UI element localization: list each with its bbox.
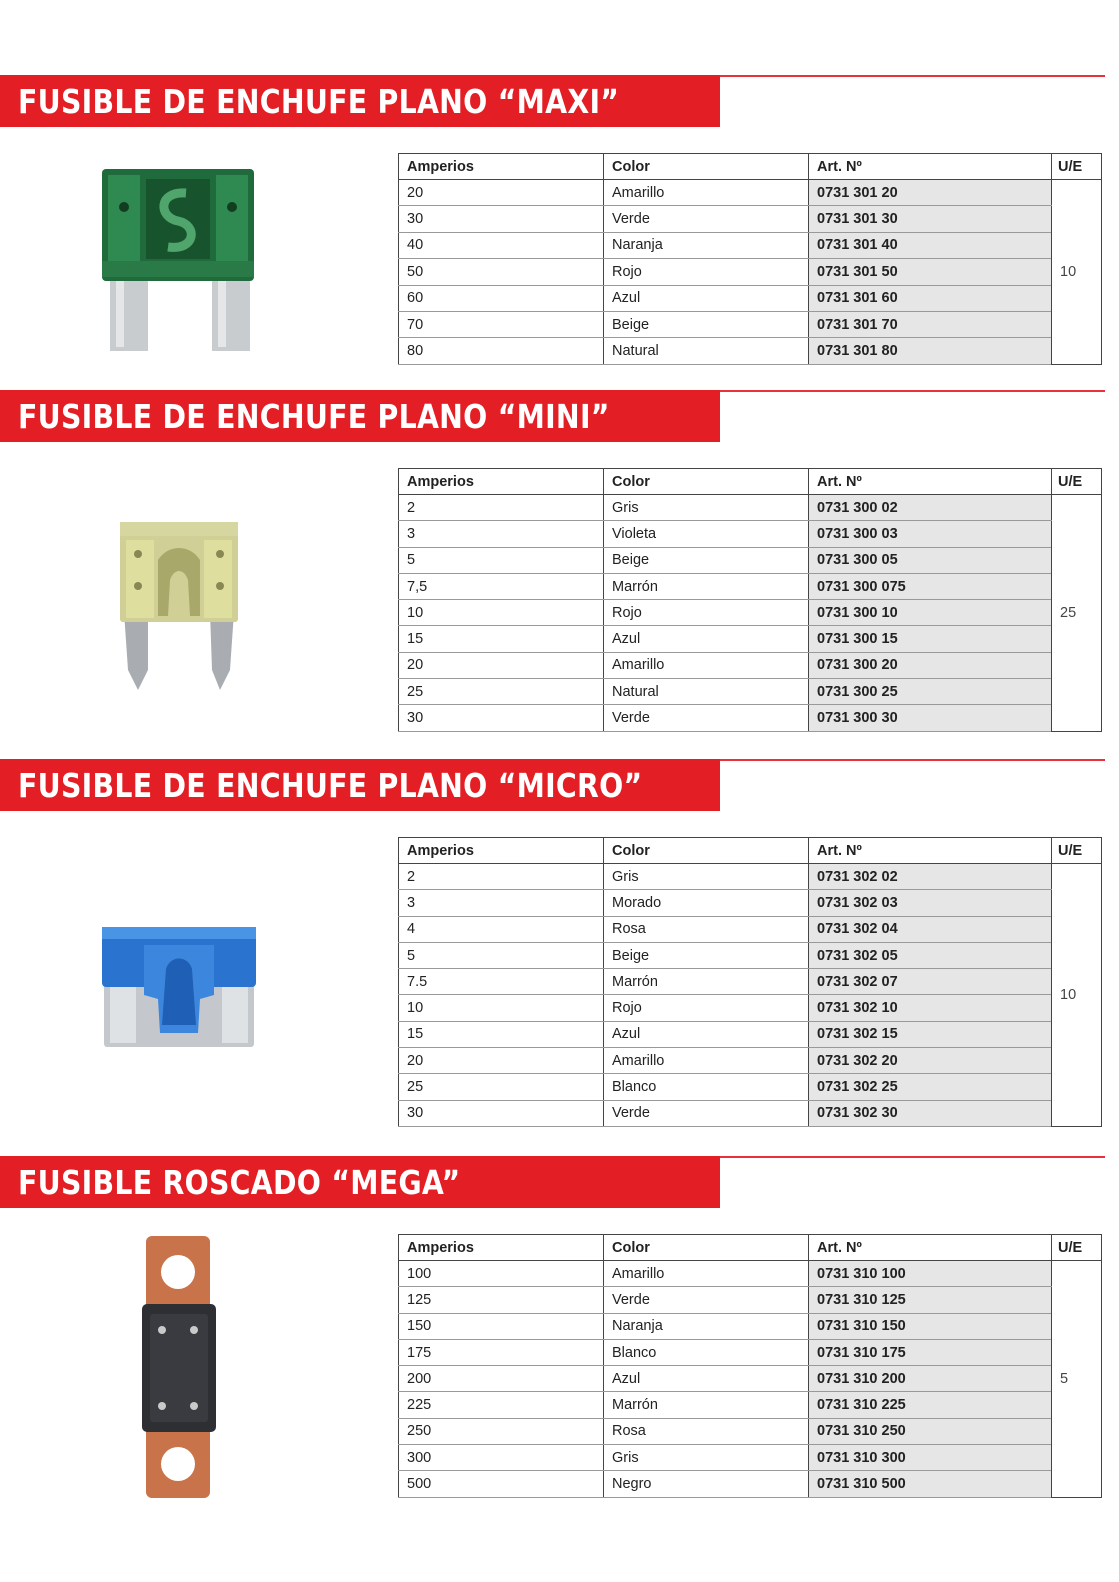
table-row [399, 1074, 1102, 1100]
color-cell: Violeta [604, 521, 809, 547]
color-cell: Amarillo [604, 180, 809, 206]
table-row [399, 311, 1102, 337]
art-number-cell: 0731 301 60 [809, 285, 1052, 311]
art-number-cell: 0731 300 03 [809, 521, 1052, 547]
color-cell: Verde [604, 206, 809, 232]
col-art: Art. Nº [809, 154, 1052, 180]
color-cell: Rosa [604, 1418, 809, 1444]
table-row [399, 679, 1102, 705]
color-cell: Verde [604, 705, 809, 731]
col-amperios: Amperios [399, 154, 604, 180]
art-number-cell: 0731 302 30 [809, 1100, 1052, 1126]
col-art: Art. Nº [809, 838, 1052, 864]
section-banner [0, 390, 720, 442]
art-number-cell: 0731 300 30 [809, 705, 1052, 731]
section-title: FUSIBLE DE ENCHUFE PLANO “MINI” [18, 397, 610, 436]
col-color: Color [604, 838, 809, 864]
col-amperios: Amperios [399, 838, 604, 864]
table-row [399, 1261, 1102, 1287]
art-number-cell: 0731 300 25 [809, 679, 1052, 705]
amperios-cell: 15 [399, 626, 604, 652]
art-number-cell: 0731 302 02 [809, 864, 1052, 890]
mini-table [398, 468, 1102, 732]
color-cell: Natural [604, 679, 809, 705]
amperios-cell: 5 [399, 547, 604, 573]
art-number-cell: 0731 302 15 [809, 1021, 1052, 1047]
color-cell: Beige [604, 942, 809, 968]
art-number-cell: 0731 302 07 [809, 969, 1052, 995]
amperios-cell: 7,5 [399, 573, 604, 599]
art-number-cell: 0731 310 150 [809, 1313, 1052, 1339]
table-row [399, 1339, 1102, 1365]
col-ue: U/E [1052, 1235, 1102, 1261]
header-rule [720, 759, 1105, 761]
mega-table [398, 1234, 1102, 1498]
maxi-table [398, 153, 1102, 365]
amperios-cell: 20 [399, 652, 604, 678]
art-number-cell: 0731 310 200 [809, 1366, 1052, 1392]
color-cell: Gris [604, 495, 809, 521]
table-row [399, 652, 1102, 678]
table-row [399, 180, 1102, 206]
art-number-cell: 0731 300 15 [809, 626, 1052, 652]
amperios-cell: 50 [399, 259, 604, 285]
amperios-cell: 80 [399, 338, 604, 364]
art-number-cell: 0731 301 20 [809, 180, 1052, 206]
amperios-cell: 10 [399, 600, 604, 626]
color-cell: Beige [604, 547, 809, 573]
amperios-cell: 30 [399, 705, 604, 731]
amperios-cell: 2 [399, 864, 604, 890]
amperios-cell: 175 [399, 1339, 604, 1365]
color-cell: Rojo [604, 600, 809, 626]
color-cell: Negro [604, 1471, 809, 1497]
table-row [399, 1287, 1102, 1313]
color-cell: Azul [604, 285, 809, 311]
table-row [399, 600, 1102, 626]
col-color: Color [604, 1235, 809, 1261]
art-number-cell: 0731 302 05 [809, 942, 1052, 968]
amperios-cell: 100 [399, 1261, 604, 1287]
table-row [399, 1048, 1102, 1074]
amperios-cell: 7.5 [399, 969, 604, 995]
art-number-cell: 0731 310 100 [809, 1261, 1052, 1287]
amperios-cell: 25 [399, 679, 604, 705]
art-number-cell: 0731 302 03 [809, 890, 1052, 916]
color-cell: Natural [604, 338, 809, 364]
ue-cell: 10 [1052, 864, 1102, 1127]
amperios-cell: 15 [399, 1021, 604, 1047]
table-row [399, 1313, 1102, 1339]
col-ue: U/E [1052, 838, 1102, 864]
art-number-cell: 0731 301 70 [809, 311, 1052, 337]
art-number-cell: 0731 310 175 [809, 1339, 1052, 1365]
art-number-cell: 0731 300 05 [809, 547, 1052, 573]
table-row [399, 705, 1102, 731]
col-art: Art. Nº [809, 1235, 1052, 1261]
amperios-cell: 20 [399, 1048, 604, 1074]
mega-fuse-image [140, 1234, 218, 1500]
amperios-cell: 125 [399, 1287, 604, 1313]
amperios-cell: 70 [399, 311, 604, 337]
amperios-cell: 4 [399, 916, 604, 942]
table-row [399, 338, 1102, 364]
table-row [399, 1392, 1102, 1418]
art-number-cell: 0731 302 20 [809, 1048, 1052, 1074]
table-row [399, 969, 1102, 995]
ue-cell: 25 [1052, 495, 1102, 732]
color-cell: Blanco [604, 1074, 809, 1100]
color-cell: Azul [604, 1021, 809, 1047]
art-number-cell: 0731 302 04 [809, 916, 1052, 942]
color-cell: Beige [604, 311, 809, 337]
table-row [399, 1366, 1102, 1392]
amperios-cell: 25 [399, 1074, 604, 1100]
table-row [399, 890, 1102, 916]
ue-cell: 10 [1052, 180, 1102, 365]
table-row [399, 1471, 1102, 1497]
section-title: FUSIBLE DE ENCHUFE PLANO “MICRO” [18, 766, 643, 805]
table-row [399, 206, 1102, 232]
art-number-cell: 0731 300 02 [809, 495, 1052, 521]
color-cell: Naranja [604, 1313, 809, 1339]
amperios-cell: 10 [399, 995, 604, 1021]
art-number-cell: 0731 300 075 [809, 573, 1052, 599]
color-cell: Marrón [604, 573, 809, 599]
color-cell: Rojo [604, 995, 809, 1021]
table-row [399, 942, 1102, 968]
color-cell: Blanco [604, 1339, 809, 1365]
header-rule [720, 1156, 1105, 1158]
header-rule [720, 390, 1105, 392]
amperios-cell: 3 [399, 890, 604, 916]
art-number-cell: 0731 301 30 [809, 206, 1052, 232]
color-cell: Azul [604, 1366, 809, 1392]
mini-fuse-image [118, 520, 240, 695]
table-row [399, 547, 1102, 573]
color-cell: Azul [604, 626, 809, 652]
color-cell: Marrón [604, 969, 809, 995]
section-title: FUSIBLE DE ENCHUFE PLANO “MAXI” [18, 82, 620, 121]
ue-cell: 5 [1052, 1261, 1102, 1498]
table-row [399, 495, 1102, 521]
amperios-cell: 3 [399, 521, 604, 547]
micro-table [398, 837, 1102, 1127]
art-number-cell: 0731 310 225 [809, 1392, 1052, 1418]
color-cell: Verde [604, 1100, 809, 1126]
table-row [399, 1100, 1102, 1126]
art-number-cell: 0731 310 250 [809, 1418, 1052, 1444]
table-row [399, 259, 1102, 285]
col-ue: U/E [1052, 154, 1102, 180]
color-cell: Gris [604, 1445, 809, 1471]
color-cell: Gris [604, 864, 809, 890]
col-ue: U/E [1052, 469, 1102, 495]
table-row [399, 232, 1102, 258]
color-cell: Marrón [604, 1392, 809, 1418]
art-number-cell: 0731 302 10 [809, 995, 1052, 1021]
table-row [399, 995, 1102, 1021]
table-row [399, 1021, 1102, 1047]
art-number-cell: 0731 310 500 [809, 1471, 1052, 1497]
section-banner [0, 75, 720, 127]
col-amperios: Amperios [399, 1235, 604, 1261]
section-banner [0, 759, 720, 811]
color-cell: Amarillo [604, 1261, 809, 1287]
amperios-cell: 20 [399, 180, 604, 206]
art-number-cell: 0731 300 20 [809, 652, 1052, 678]
micro-fuse-image [100, 925, 258, 1053]
amperios-cell: 30 [399, 206, 604, 232]
table-row [399, 1445, 1102, 1471]
col-art: Art. Nº [809, 469, 1052, 495]
amperios-cell: 40 [399, 232, 604, 258]
amperios-cell: 300 [399, 1445, 604, 1471]
art-number-cell: 0731 301 50 [809, 259, 1052, 285]
amperios-cell: 150 [399, 1313, 604, 1339]
amperios-cell: 2 [399, 495, 604, 521]
table-row [399, 521, 1102, 547]
col-color: Color [604, 469, 809, 495]
color-cell: Naranja [604, 232, 809, 258]
color-cell: Amarillo [604, 652, 809, 678]
table-row [399, 864, 1102, 890]
amperios-cell: 200 [399, 1366, 604, 1392]
amperios-cell: 225 [399, 1392, 604, 1418]
section-banner [0, 1156, 720, 1208]
section-title: FUSIBLE ROSCADO “MEGA” [18, 1163, 461, 1202]
amperios-cell: 5 [399, 942, 604, 968]
table-row [399, 573, 1102, 599]
amperios-cell: 250 [399, 1418, 604, 1444]
amperios-cell: 30 [399, 1100, 604, 1126]
maxi-fuse-image [98, 165, 258, 355]
table-row [399, 285, 1102, 311]
amperios-cell: 60 [399, 285, 604, 311]
amperios-cell: 500 [399, 1471, 604, 1497]
art-number-cell: 0731 310 300 [809, 1445, 1052, 1471]
col-color: Color [604, 154, 809, 180]
art-number-cell: 0731 301 80 [809, 338, 1052, 364]
art-number-cell: 0731 300 10 [809, 600, 1052, 626]
table-row [399, 1418, 1102, 1444]
header-rule [720, 75, 1105, 77]
art-number-cell: 0731 310 125 [809, 1287, 1052, 1313]
table-row [399, 626, 1102, 652]
color-cell: Rojo [604, 259, 809, 285]
color-cell: Amarillo [604, 1048, 809, 1074]
table-row [399, 916, 1102, 942]
color-cell: Rosa [604, 916, 809, 942]
col-amperios: Amperios [399, 469, 604, 495]
art-number-cell: 0731 301 40 [809, 232, 1052, 258]
color-cell: Verde [604, 1287, 809, 1313]
color-cell: Morado [604, 890, 809, 916]
art-number-cell: 0731 302 25 [809, 1074, 1052, 1100]
